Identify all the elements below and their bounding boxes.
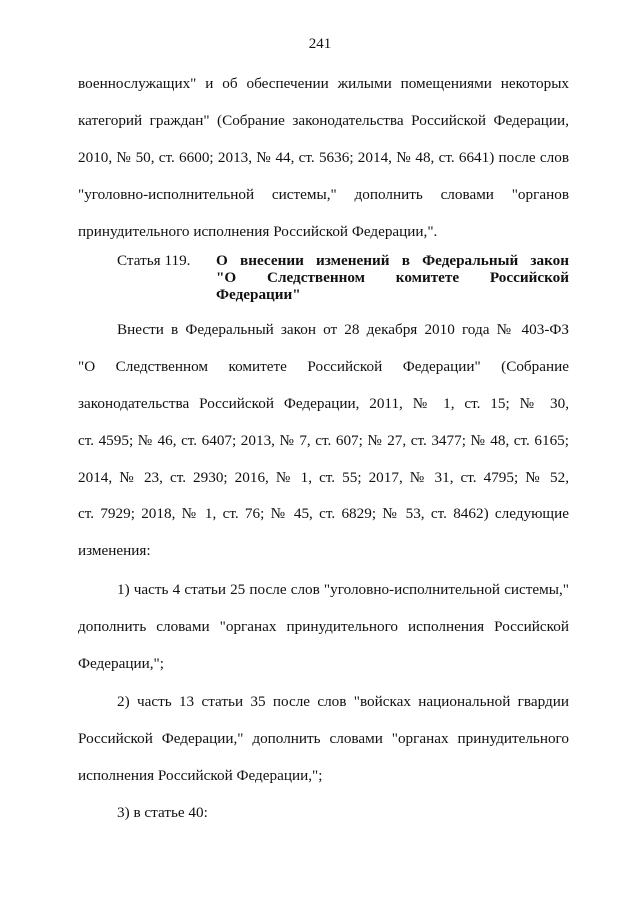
text-line: 2010, № 50, ст. 6600; 2013, № 44, ст. 5636; 2014, № 48, ст. 6641) после слов bbox=[78, 149, 569, 166]
article-title-line: О внесении изменений в Федеральный закон bbox=[216, 252, 569, 269]
article-title-line: "О Следственном комитете Российской bbox=[216, 269, 569, 286]
text-line: военнослужащих" и об обеспечении жилыми помещениями некоторых bbox=[78, 75, 569, 92]
text-line: Внести в Федеральный закон от 28 декабря 2010 года № 403-ФЗ bbox=[117, 321, 569, 338]
text-line: 2014, № 23, ст. 2930; 2016, № 1, ст. 55; 2017, № 31, ст. 4795; № 52, bbox=[78, 469, 569, 486]
text-line: ст. 4595; № 46, ст. 6407; 2013, № 7, ст. 607; № 27, ст. 3477; № 48, ст. 6165; bbox=[78, 432, 569, 449]
text-line: 2) часть 13 статьи 35 после слов "войсках национальной гвардии bbox=[117, 693, 569, 710]
text-line: Российской Федерации," дополнить словами "органах принудительного bbox=[78, 730, 569, 747]
text-line: "О Следственном комитете Российской Федерации" (Собрание bbox=[78, 358, 569, 375]
text-line: принудительного исполнения Российской Федерации,". bbox=[78, 223, 438, 240]
text-line: исполнения Российской Федерации,"; bbox=[78, 767, 323, 784]
text-line: 1) часть 4 статьи 25 после слов "уголовно-исполнительной системы," bbox=[117, 581, 569, 598]
text-line: законодательства Российской Федерации, 2011, № 1, ст. 15; № 30, bbox=[78, 395, 569, 412]
text-line: Федерации,"; bbox=[78, 655, 164, 672]
page-number: 241 bbox=[308, 36, 332, 52]
article-title-line: Федерации" bbox=[216, 286, 301, 303]
text-line: дополнить словами "органах принудительного исполнения Российской bbox=[78, 618, 569, 635]
text-line: ст. 7929; 2018, № 1, ст. 76; № 45, ст. 6829; № 53, ст. 8462) следующие bbox=[78, 505, 569, 522]
article-label: Статья 119. bbox=[117, 252, 191, 269]
text-line: 3) в статье 40: bbox=[117, 804, 208, 821]
text-line: категорий граждан" (Собрание законодательства Российской Федерации, bbox=[78, 112, 569, 129]
text-line: "уголовно-исполнительной системы," дополнить словами "органов bbox=[78, 186, 569, 203]
text-line: изменения: bbox=[78, 542, 151, 559]
